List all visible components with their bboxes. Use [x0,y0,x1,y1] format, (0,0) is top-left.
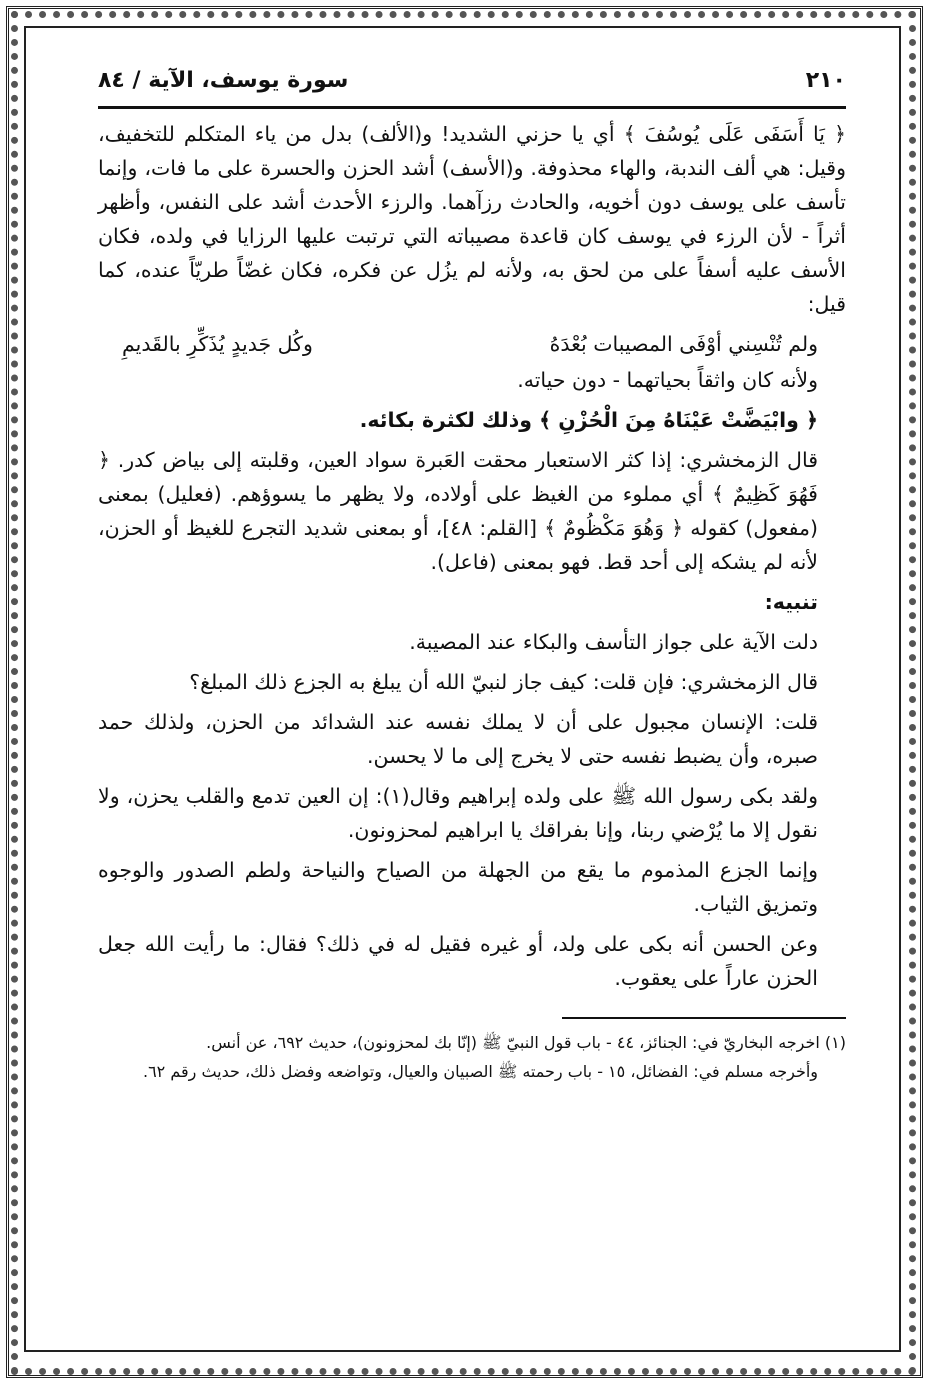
page-header [98,60,846,100]
poetry-verse [98,327,846,361]
paragraph: ﴿ يَا أَسَفَى عَلَى يُوسُفَ ﴾ أي يا حزني الشديد! و(الألف) بدل من ياء المتكلم للتخفيف، وقيل: هي ألف الندبة، والهاء محذوفة. و(الأسف) أشد الحزن والحسرة على ما فات، وإنما تأسف على يوسف دون أخويه، والحادث رزآهما. والرزء الأحدث أشد على النفس، وأظهر أثراً - لأن الرزء في يوسف كان قاعدة مصيباته التي ترتبت عليها الرزايا في ولده، فكان الأسف عليه أسفاً على من لحق به، ولأنه لم يزُل عن فكره، فكان غضّاً طريّاً عنده، كما قيل: [98,122,846,316]
verse-hemistich-second: وكُل جَديدٍ يُذَكِّرِ بالقَديمِ [122,332,313,356]
main-text [98,117,846,995]
footnote: وأخرجه مسلم في: الفضائل، ١٥ - باب رحمته ﷺ الصبيان والعيال، وتواضعه وفضل ذلك، حديث رقم ٦٢. [142,1062,818,1081]
page-number: ٢١٠ [805,67,846,93]
header-rule [98,106,846,109]
footnotes [98,1029,846,1085]
paragraph: قلت: الإنسان مجبول على أن لا يملك نفسه عند الشدائد من الحزن، ولذلك حمد صبره، وأن يضبط نفسه حتى لا يخرج إلى ما لا يحسن. [98,710,818,768]
verse-hemistich-first: ولم تُنْسِني أوْفَى المصيبات بُعْدَهُ [549,332,818,356]
footnote-separator [562,1017,846,1019]
quran-quote: ﴿ وابْيَضَّتْ عَيْنَاهُ مِنَ الْحُزْنِ ﴾ وذلك لكثرة بكائه. [359,408,818,432]
section-heading: تنبيه: [764,590,818,614]
footnote: (١) اخرجه البخاريّ في: الجنائز، ٤٤ - باب قول النبيّ ﷺ (إنّا بك لمحزونون)، حديث ٦٩٢، عن أنس. [206,1033,846,1052]
paragraph: قال الزمخشري: فإن قلت: كيف جاز لنبيّ الله أن يبلغ به الجزع ذلك المبلغ؟ [189,670,818,694]
paragraph: ولقد بكى رسول الله ﷺ على ولده إبراهيم وقال(١): إن العين تدمع والقلب يحزن، ولا نقول إلا ما يُرْضي ربنا، وإنا بفراقك يا ابراهيم لمحزونون. [98,784,818,842]
paragraph: وإنما الجزع المذموم ما يقع من الجهلة من الصياح والنياحة ولطم الصدور والوجوه وتمزيق الثياب. [98,858,818,916]
running-title: سورة يوسف، الآية / ٨٤ [98,67,349,93]
paragraph: دلت الآية على جواز التأسف والبكاء عند المصيبة. [409,630,818,654]
paragraph: قال الزمخشري: إذا كثر الاستعبار محقت العَبرة سواد العين، وقلبته إلى بياض كدر. ﴿ فَهُوَ كَظِيمٌ ﴾ أي مملوء من الغيظ على أولاده، ولا يظهر ما يسوؤهم. (فعليل) بمعنى (مفعول) كقوله ﴿ وَهُوَ مَكْظُومٌ ﴾ [القلم: ٤٨]، أو بمعنى شديد التجرع للغيظ أو الحزن، لأنه لم يشكه إلى أحد قط. فهو بمعنى (فاعل). [98,448,818,574]
page-content [98,60,846,1087]
paragraph: وعن الحسن أنه بكى على ولد، أو غيره فقيل له في ذلك؟ فقال: ما رأيت الله جعل الحزن عاراً على يعقوب. [98,932,818,990]
paragraph: ولأنه كان واثقاً بحياتهما - دون حياته. [517,368,818,392]
